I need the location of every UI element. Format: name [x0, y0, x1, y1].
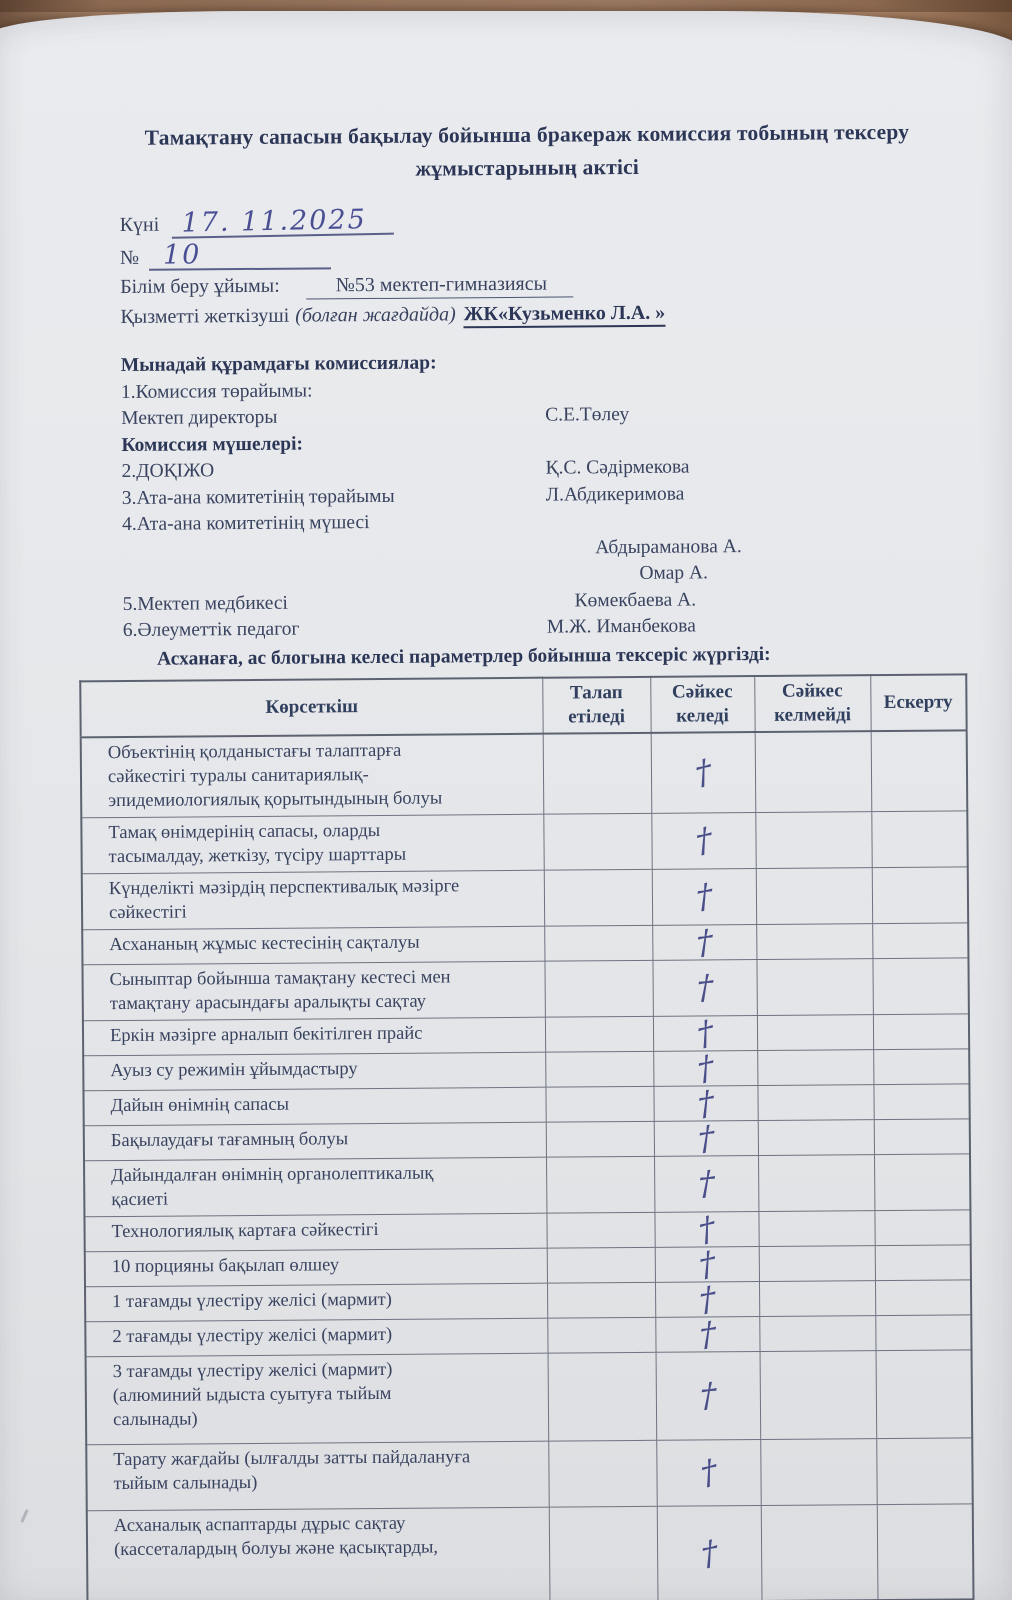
not-matches-cell — [755, 811, 871, 868]
check-mark-icon: † — [696, 1242, 718, 1285]
table-intro: Асханаға, ас блогына келесі параметрлер бойынша тексеріс жүргізді: — [156, 643, 771, 670]
note-cell — [871, 810, 967, 867]
not-matches-cell — [755, 731, 872, 812]
not-matches-cell — [759, 1315, 875, 1351]
note-cell — [871, 730, 968, 811]
check-mark-icon: † — [696, 966, 714, 1008]
note-cell — [877, 1503, 974, 1600]
commission-role-row — [123, 611, 1012, 645]
note-cell — [874, 1118, 970, 1154]
indicator-cell: Күнделікті мәзірдің перспективалық мәзірге сәйкестігі — [82, 870, 544, 930]
role-title: 5.Мектеп медбикесі — [122, 592, 289, 615]
member-name: С.Е.Төлеу — [545, 403, 630, 426]
required-cell — [544, 869, 652, 926]
not-matches-cell — [761, 1504, 878, 1600]
matches-cell — [656, 1439, 761, 1506]
indicator-cell: Ауыз су режимін ұйымдастыру — [83, 1052, 545, 1091]
column-header-matches: Сәйкес келеді — [650, 676, 754, 733]
check-mark-icon: † — [698, 1531, 720, 1574]
inspection-table-header — [80, 674, 966, 737]
indicator-cell: Бақылаудағы тағамның болуы — [84, 1122, 546, 1161]
check-mark-icon: † — [699, 1374, 717, 1416]
not-matches-cell — [760, 1438, 877, 1505]
member-name: Л.Абдикеримова — [545, 483, 685, 506]
required-cell — [547, 1247, 655, 1283]
check-mark-icon: † — [698, 1312, 717, 1355]
check-mark-icon: † — [692, 750, 714, 794]
table-row — [81, 730, 968, 817]
check-mark-icon: † — [694, 874, 714, 917]
check-mark-icon: † — [695, 1081, 716, 1124]
column-header-required: Талап етіледі — [542, 676, 650, 733]
indicator-cell: Дайын өнімнің сапасы — [83, 1087, 545, 1126]
required-cell — [545, 1086, 653, 1122]
not-matches-cell — [757, 1049, 873, 1085]
commission-member-name: Омар А. — [639, 562, 709, 584]
table-row — [82, 866, 968, 929]
required-cell — [549, 1506, 658, 1600]
check-mark-icon: † — [697, 1277, 717, 1320]
number-handwritten-value: 10 — [149, 241, 331, 270]
title-line-1: Тамақтану сапасын бақылау бойынша бракераж комиссия тобының тексеру — [144, 119, 910, 150]
matches-cell — [655, 1242, 759, 1285]
title-line-2: жұмыстарының актісі — [415, 154, 640, 181]
indicator-cell: Асхананың жұмыс кестесінің сақталуы — [82, 926, 544, 965]
supplier-field — [120, 299, 1012, 329]
organization-field — [120, 269, 1012, 301]
page-content — [0, 7, 1012, 1600]
check-mark-icon: † — [695, 920, 714, 963]
not-matches-cell — [760, 1350, 877, 1439]
required-cell — [546, 1156, 654, 1213]
commission-line: 1.Комиссия төрайымы: — [120, 379, 313, 403]
table-row — [84, 1153, 970, 1216]
page-tilt-wrapper — [0, 7, 1012, 1600]
not-matches-cell — [758, 1119, 874, 1155]
matches-cell — [651, 732, 756, 813]
table-row — [82, 957, 968, 1020]
required-cell — [543, 813, 651, 870]
member-name: Қ.С. Сәдірмекова — [545, 456, 690, 479]
member-name: Көмекбаева А. — [574, 588, 697, 611]
commission-heading: Мынадай құрамдағы комиссиялар: — [120, 352, 437, 376]
commission-heading: Комиссия мүшелері: — [121, 433, 304, 456]
check-mark-icon: † — [697, 1162, 715, 1204]
number-field — [120, 236, 1012, 271]
role-title: 3.Ата-ана комитетінің төрайымы — [121, 485, 395, 509]
note-cell — [872, 957, 968, 1014]
matches-cell — [654, 1155, 758, 1212]
supplier-note: (болған жағдайда) — [295, 303, 456, 327]
matches-cell — [657, 1505, 762, 1600]
indicator-cell: 1 тағамды үлестіру желісі (мармит) — [85, 1283, 547, 1322]
check-mark-icon: † — [693, 818, 714, 862]
number-label: № — [119, 246, 140, 269]
note-cell — [875, 1314, 971, 1350]
indicator-cell: Тамақ өнімдерінің сапасы, оларды тасымалдау, жеткізу, түсіру шарттары — [81, 814, 543, 874]
commission-member-name: Абдыраманова А. — [595, 535, 742, 558]
indicator-cell: 3 тағамды үлестіру желісі (мармит) (алюминий ыдыста суытуға тыйым салынады) — [86, 1353, 549, 1445]
date-field — [120, 203, 1012, 238]
role-title: Мектеп директоры — [121, 406, 278, 429]
commission-section — [121, 346, 1012, 645]
table-row — [87, 1503, 974, 1600]
required-cell — [545, 1016, 653, 1052]
check-mark-icon: † — [694, 1010, 716, 1054]
matches-cell — [652, 868, 756, 925]
note-cell — [876, 1349, 973, 1438]
indicator-cell: Асханалық аспаптарды дұрыс сақтау (кассеталардың болуы және қасықтарды, — [87, 1507, 550, 1600]
matches-cell — [653, 1046, 757, 1089]
required-cell — [543, 732, 652, 813]
organization-value: №53 мектеп-гимназиясы — [306, 272, 574, 299]
table-row — [86, 1349, 973, 1444]
check-mark-icon: † — [696, 1116, 715, 1159]
indicator-cell: Объектінің қолданыстағы талаптарға сәйкестігі туралы санитариялық- эпидемиологиялық қорытындының болуы — [81, 733, 544, 817]
required-cell — [547, 1282, 655, 1318]
note-cell — [873, 1048, 969, 1084]
commission-line: 4.Ата-ана комитетінің мүшесі — [121, 512, 370, 535]
required-cell — [548, 1352, 657, 1441]
indicator-cell: Еркін мәзірге арналып бекітілген прайс — [83, 1017, 545, 1056]
inspection-table-body — [81, 730, 974, 1600]
required-cell — [546, 1212, 654, 1248]
column-header-note: Ескерту — [870, 674, 966, 731]
form-fields — [120, 203, 1012, 329]
not-matches-cell — [757, 1014, 873, 1050]
required-cell — [544, 925, 652, 961]
note-cell — [874, 1153, 970, 1210]
matches-cell — [655, 1312, 759, 1355]
matches-cell — [653, 1010, 757, 1054]
note-cell — [872, 866, 968, 923]
matches-cell — [654, 1206, 758, 1250]
note-cell — [875, 1244, 971, 1280]
not-matches-cell — [756, 867, 872, 924]
matches-cell — [652, 920, 756, 963]
inspection-table — [79, 673, 974, 1600]
member-name: М.Ж. Иманбекова — [546, 615, 696, 638]
not-matches-cell — [757, 1084, 873, 1120]
required-cell — [547, 1317, 655, 1353]
check-mark-icon: † — [697, 1450, 720, 1494]
matches-cell — [651, 812, 755, 869]
column-header-indicator: Көрсеткіш — [80, 677, 542, 737]
indicator-cell: Дайындалған өнімнің органолептикалық қасиеті — [84, 1157, 546, 1217]
document-title — [87, 115, 967, 188]
indicator-cell: Технологиялық картаға сәйкестігі — [84, 1213, 546, 1252]
indicator-cell: 10 порцияны бақылап өлшеу — [85, 1248, 547, 1287]
check-mark-icon: † — [695, 1046, 716, 1089]
note-cell — [873, 1083, 969, 1119]
date-label: Күні — [119, 213, 160, 236]
required-cell — [548, 1440, 657, 1507]
role-title: 6.Әлеуметтік педагог — [122, 618, 300, 641]
matches-cell — [652, 959, 756, 1016]
matches-cell — [655, 1277, 759, 1320]
required-cell — [546, 1121, 654, 1157]
organization-label: Білім беру ұйымы: — [120, 274, 280, 298]
role-title: 2.ДОҚІЖО — [121, 460, 215, 482]
supplier-label: Қызметті жеткізуші — [120, 304, 290, 328]
required-cell — [545, 1051, 653, 1087]
date-handwritten-value: 17. 11.2025 — [171, 207, 393, 239]
table-row — [81, 810, 967, 873]
not-matches-cell — [756, 958, 872, 1015]
indicator-cell: Сыныптар бойынша тамақтану кестесі мен тамақтану арасындағы аралықты сақтау — [82, 961, 544, 1021]
document-page — [0, 11, 1012, 1600]
not-matches-cell — [759, 1245, 875, 1281]
supplier-value: ЖК«Кузьменко Л.А. » — [464, 302, 666, 329]
column-header-not-matches: Сәйкес келмейді — [754, 675, 870, 732]
not-matches-cell — [758, 1154, 874, 1211]
matches-cell — [656, 1351, 761, 1440]
required-cell — [544, 960, 652, 1017]
indicator-cell: 2 тағамды үлестіру желісі (мармит) — [85, 1318, 547, 1357]
check-mark-icon: † — [695, 1206, 718, 1250]
indicator-cell: Тарату жағдайы (ылғалды затты пайдалануға тыйым салынады) — [86, 1441, 549, 1511]
matches-cell — [653, 1081, 757, 1124]
note-cell — [872, 922, 968, 958]
not-matches-cell — [756, 923, 872, 959]
note-cell — [875, 1279, 971, 1315]
not-matches-cell — [758, 1210, 874, 1246]
matches-cell — [654, 1116, 758, 1159]
note-cell — [876, 1437, 973, 1504]
note-cell — [873, 1013, 969, 1049]
table-row — [86, 1437, 972, 1510]
not-matches-cell — [759, 1280, 875, 1316]
note-cell — [874, 1209, 970, 1245]
